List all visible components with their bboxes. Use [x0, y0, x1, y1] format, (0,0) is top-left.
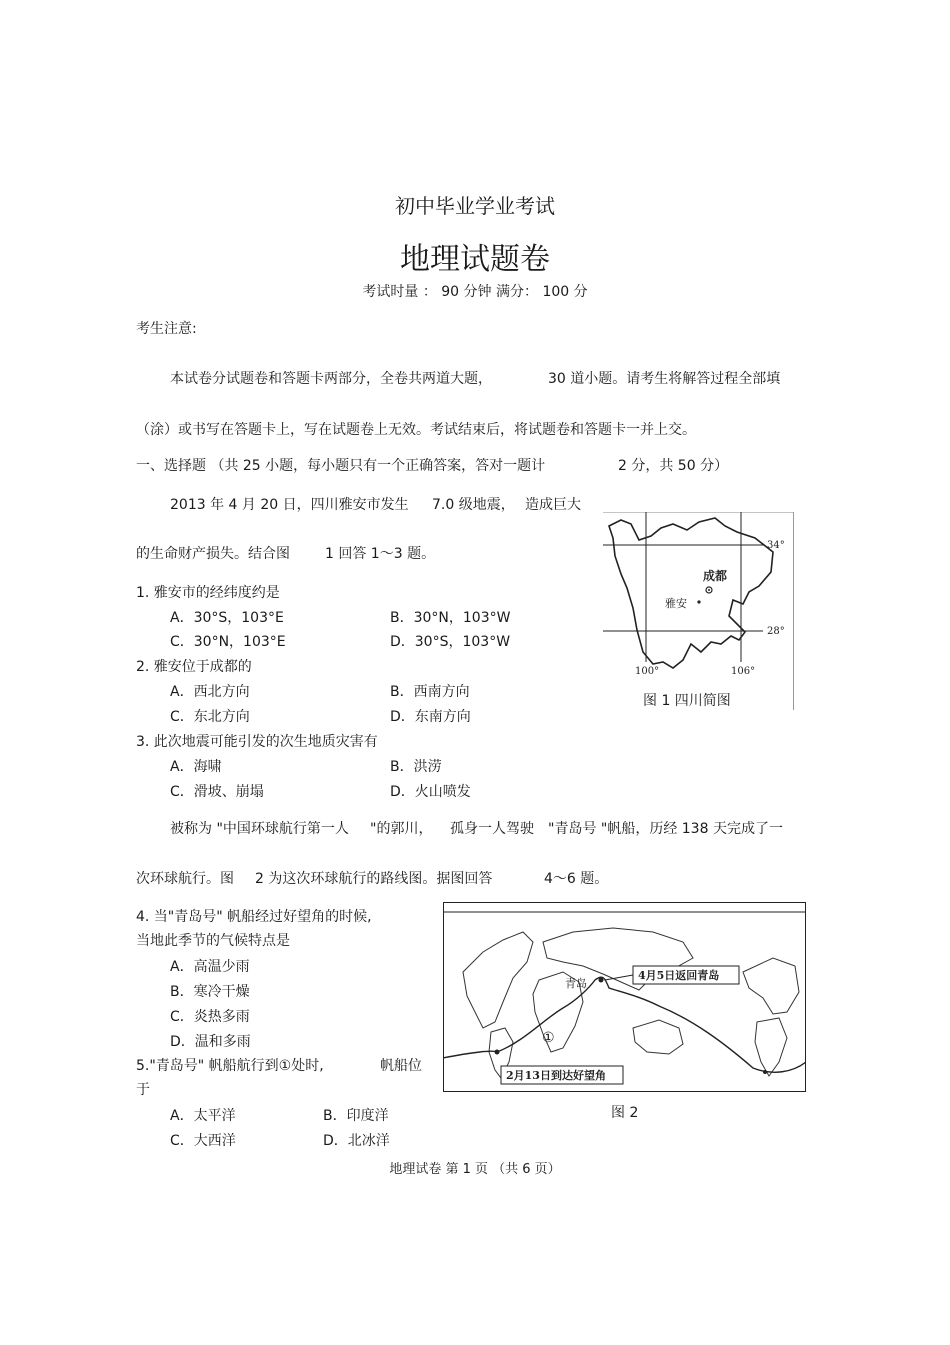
question-4-option-a: A．高温少雨 [170, 959, 250, 975]
cape-point-dot [495, 1050, 500, 1055]
map-frame [444, 903, 806, 1092]
sichuan-outline [609, 518, 773, 668]
passage2-line1-a: 被称为 "中国环球航行第一人 [170, 821, 349, 837]
figure-2-caption: 图 2 [611, 1105, 639, 1121]
sichuan-map [603, 512, 793, 710]
label-return: 4月5日返回青岛 [638, 969, 720, 982]
section1-heading-a: 一、选择题 （共 25 小题，每小题只有一个正确答案，答对一题计 [136, 458, 546, 474]
passage2-line1-c: 孤身一人驾驶 [450, 821, 534, 837]
label-cape: 2月13日到达好望角 [506, 1069, 606, 1082]
question-4-option-b: B．寒冷干燥 [170, 984, 250, 1000]
question-2-option-b: B．西南方向 [390, 684, 470, 700]
passage2-line2-c: 4～6 题。 [544, 871, 609, 887]
question-5-option-b: B．印度洋 [323, 1108, 389, 1124]
passage2-line2-b: 2 为这次环球航行的路线图。据图回答 [255, 871, 493, 887]
question-1-option-d: D．30°S，103°W [390, 634, 511, 650]
label-marker-1: ① [542, 1030, 555, 1046]
figure-1 [603, 512, 794, 710]
passage1-line1-c: 造成巨大 [525, 497, 581, 513]
notice-line2: （涂）或书写在答题卡上，写在试题卷上无效。考试结束后，将试题卷和答题卡一并上交。 [136, 422, 696, 438]
lat-label-28: 28° [767, 626, 785, 637]
section1-heading-b: 2 分，共 50 分） [618, 458, 729, 474]
question-1-option-a: A．30°S，103°E [170, 610, 284, 626]
question-4-stem-line1: 4. 当"青岛号" 帆船经过好望角的时候, [136, 909, 372, 925]
lat-label-34: 34° [767, 540, 785, 551]
lon-label-100: 100° [635, 666, 660, 677]
question-5-stem-line1-a: 5."青岛号" 帆船航行到①处时, [136, 1058, 324, 1074]
question-2-option-c: C．东北方向 [170, 709, 250, 725]
world-route-map [443, 902, 806, 1092]
exam-info: 考试时量 ： 90 分钟 满分： 100 分 [362, 284, 588, 300]
city-chengdu-label: 成都 [703, 569, 728, 583]
figure-1-caption: 图 1 四川简图 [643, 693, 731, 709]
route-dot [763, 1070, 767, 1074]
question-4-option-c: C．炎热多雨 [170, 1009, 250, 1025]
city-yaan-label: 雅安 [665, 597, 687, 610]
question-1-option-b: B．30°N，103°W [390, 610, 511, 626]
question-2-stem: 2. 雅安位于成都的 [136, 659, 252, 675]
question-5-option-c: C．大西洋 [170, 1133, 236, 1149]
notice-line1-b: 30 道小题。请考生将解答过程全部填 [548, 371, 781, 387]
qingdao-dot [599, 978, 604, 983]
passage1-line1-a: 2013 年 4 月 20 日，四川雅安市发生 [170, 497, 409, 513]
question-5-stem-line2: 于 [136, 1082, 150, 1098]
question-3-option-b: B．洪涝 [390, 759, 442, 775]
question-4-stem-line2: 当地此季节的气候特点是 [136, 933, 290, 949]
page-footer: 地理试卷 第 1 页 （共 6 页） [389, 1162, 561, 1177]
passage1-line2-a: 的生命财产损失。结合图 [136, 546, 290, 562]
yaan-dot [697, 600, 700, 603]
notice-line1-a: 本试卷分试题卷和答题卡两部分，全卷共两道大题， [170, 371, 492, 387]
question-3-option-a: A．海啸 [170, 759, 222, 775]
passage2-line1-d: "青岛号 "帆船，历经 138 天完成了一 [548, 821, 783, 837]
question-5-stem-line1-b: 帆船位 [380, 1058, 422, 1074]
subject-title: 地理试题卷 [400, 242, 550, 277]
question-5-option-d: D．北冰洋 [323, 1133, 390, 1149]
passage2-line1-b: "的郭川， [370, 821, 433, 837]
question-2-option-d: D．东南方向 [390, 709, 471, 725]
question-4-option-d: D．温和多雨 [170, 1034, 251, 1050]
question-3-option-d: D．火山喷发 [390, 784, 471, 800]
question-1-stem: 1. 雅安市的经纬度约是 [136, 585, 280, 601]
figure-2 [443, 902, 806, 1120]
passage2-line2-a: 次环球航行。图 [136, 871, 234, 887]
lon-label-106: 106° [731, 666, 756, 677]
passage1-line2-b: 1 回答 1～3 题。 [325, 546, 436, 562]
label-qingdao: 青岛 [565, 977, 587, 990]
question-5-option-a: A．太平洋 [170, 1108, 236, 1124]
question-3-stem: 3. 此次地震可能引发的次生地质灾害有 [136, 734, 378, 750]
question-1-option-c: C．30°N，103°E [170, 634, 286, 650]
question-2-option-a: A．西北方向 [170, 684, 250, 700]
exam-name: 初中毕业学业考试 [395, 194, 555, 218]
passage1-line1-b: 7.0 级地震， [432, 497, 515, 513]
question-3-option-c: C．滑坡、崩塌 [170, 784, 264, 800]
notice-label: 考生注意: [136, 321, 197, 337]
